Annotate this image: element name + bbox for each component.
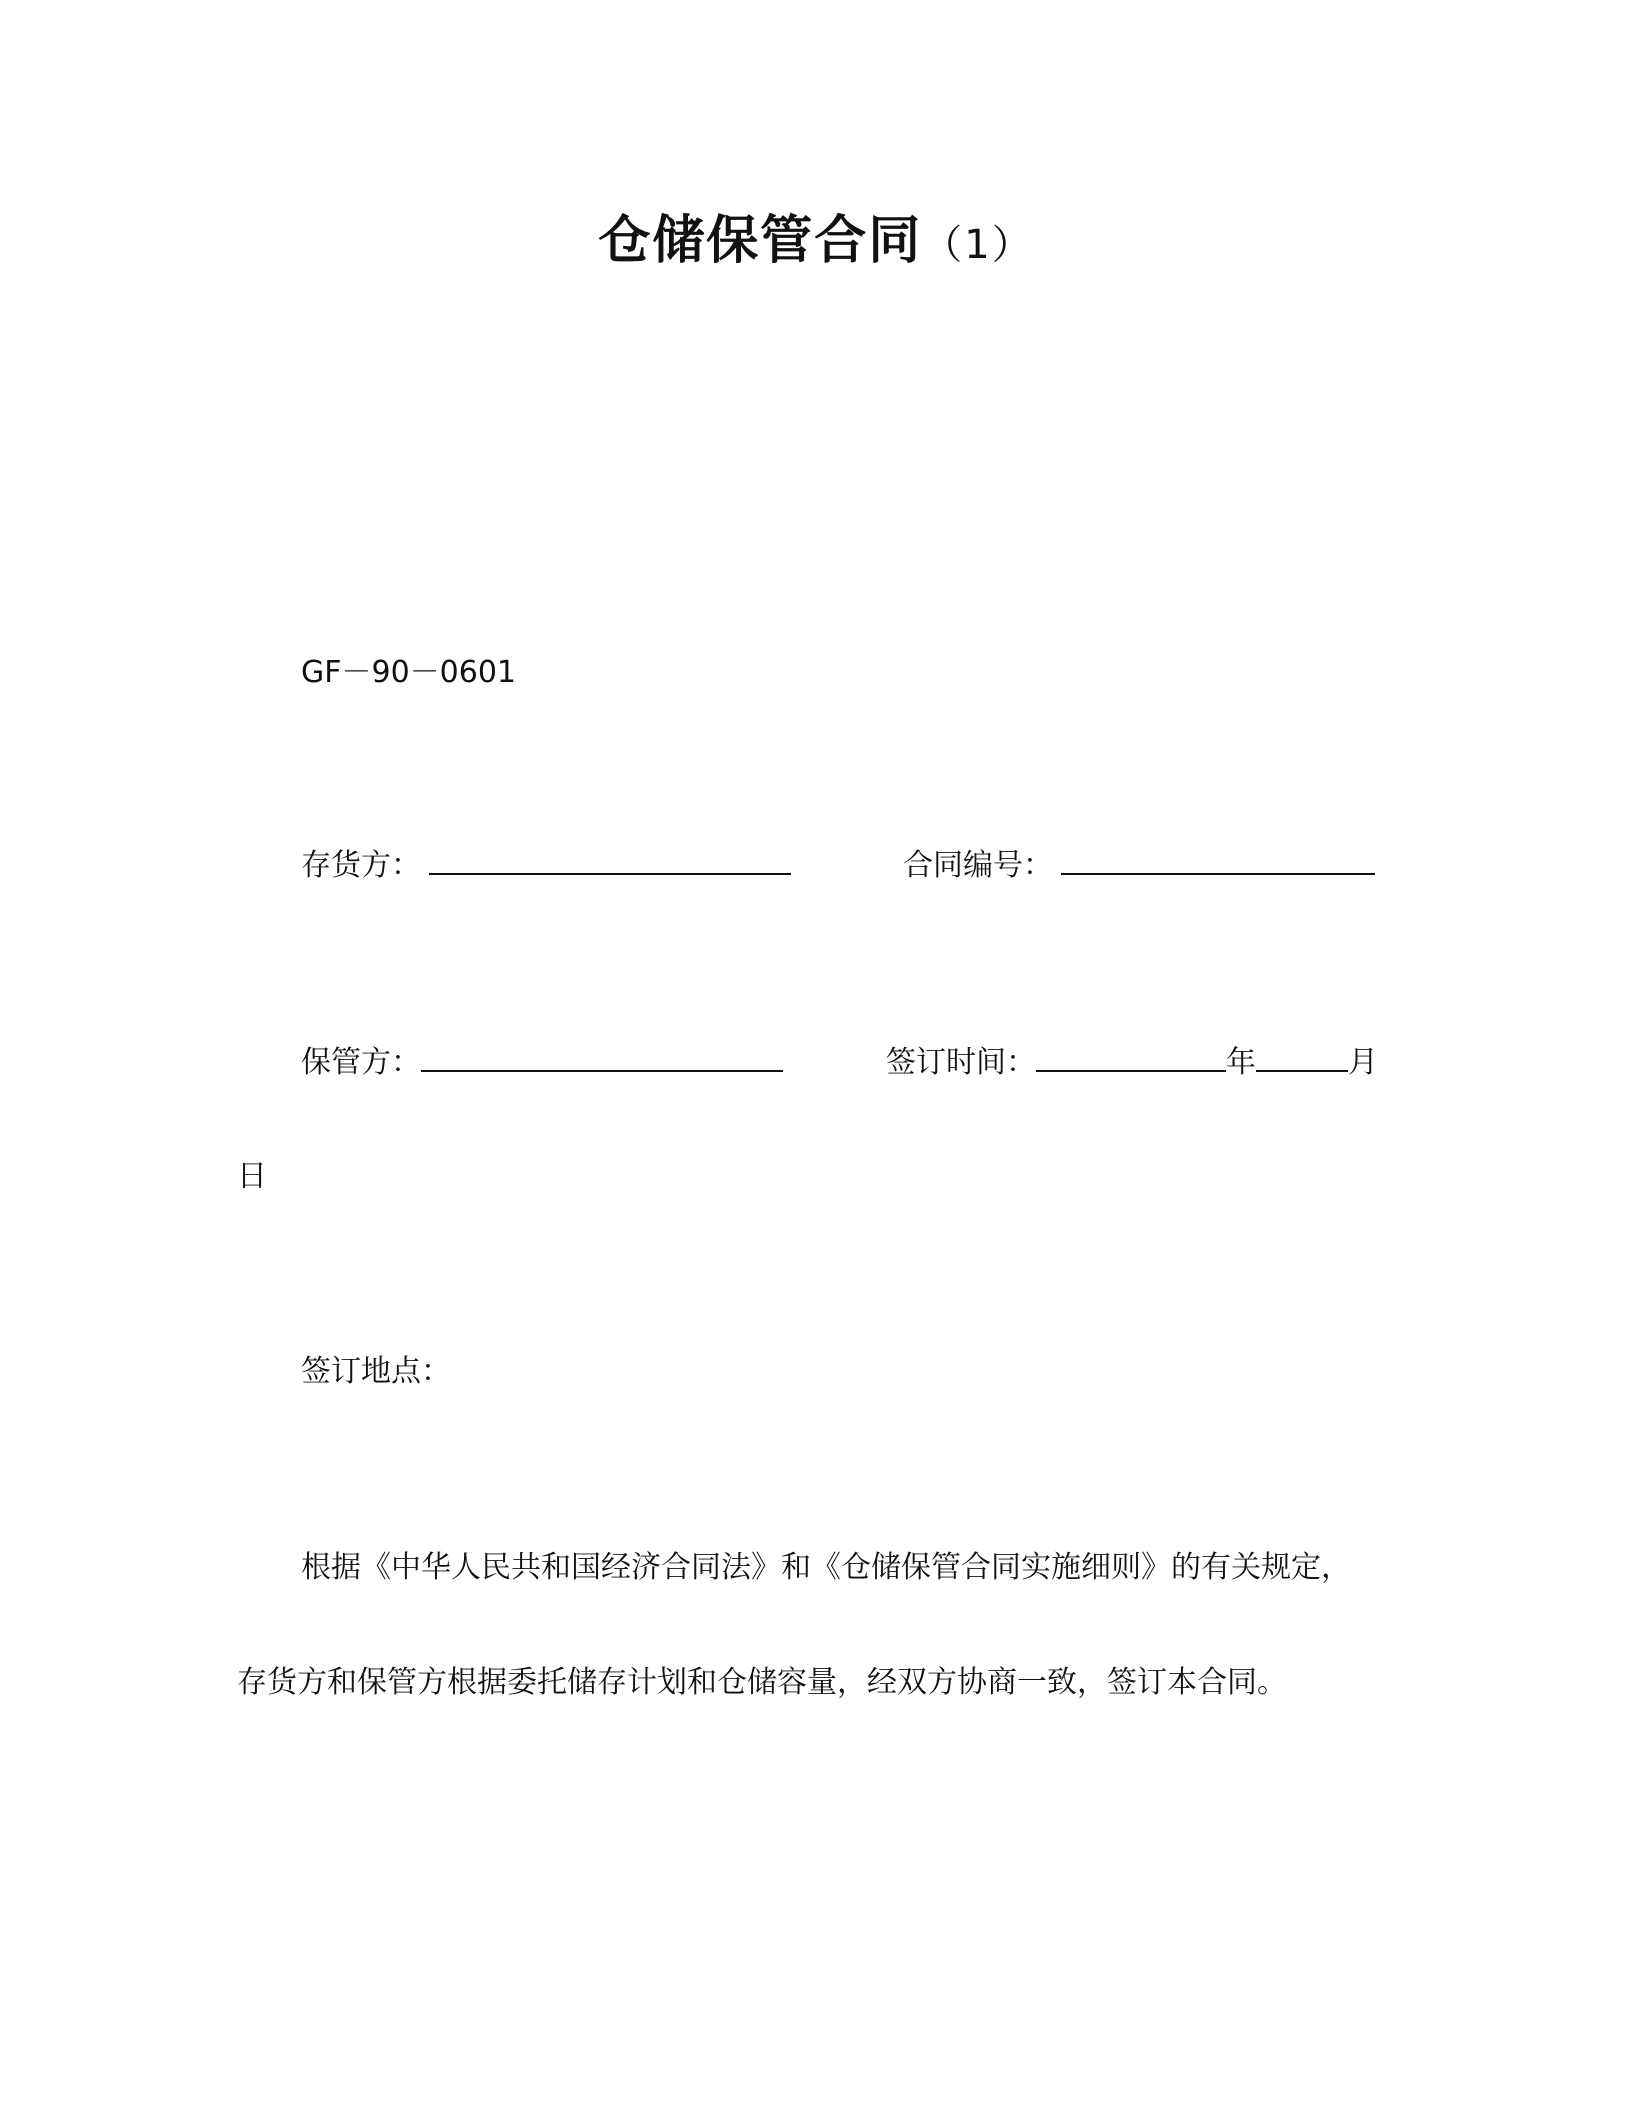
signing-time-field xyxy=(886,1042,1378,1083)
document-title xyxy=(0,198,1632,273)
title-suffix: （1） xyxy=(922,222,1034,268)
month-blank[interactable] xyxy=(1256,1042,1348,1072)
depositor-field xyxy=(301,845,791,886)
contract-no-field xyxy=(903,845,1375,886)
contract-no-blank[interactable] xyxy=(1061,845,1375,875)
year-label: 年 xyxy=(1226,1045,1256,1080)
contract-no-label: 合同编号： xyxy=(903,848,1053,883)
preamble-line-2: 存货方和保管方根据委托储存计划和仓储容量，经双方协商一致，签订本合同。 xyxy=(237,1665,1287,1700)
preamble-line-1: 根据《中华人民共和国经济合同法》和《仓储保管合同实施细则》的有关规定， xyxy=(301,1550,1351,1585)
month-label: 月 xyxy=(1348,1045,1378,1080)
form-code: GF－90－0601 xyxy=(301,655,517,690)
custodian-field xyxy=(301,1042,783,1083)
custodian-label: 保管方： xyxy=(301,1045,421,1080)
depositor-blank[interactable] xyxy=(429,845,791,875)
year-blank[interactable] xyxy=(1036,1042,1226,1072)
signing-time-label: 签订时间： xyxy=(886,1045,1036,1080)
day-label: 日 xyxy=(237,1159,267,1194)
title-text: 仓储保管合同 xyxy=(598,211,923,271)
depositor-label: 存货方： xyxy=(301,848,421,883)
custodian-blank[interactable] xyxy=(421,1042,783,1072)
signing-place-label: 签订地点： xyxy=(301,1354,451,1389)
